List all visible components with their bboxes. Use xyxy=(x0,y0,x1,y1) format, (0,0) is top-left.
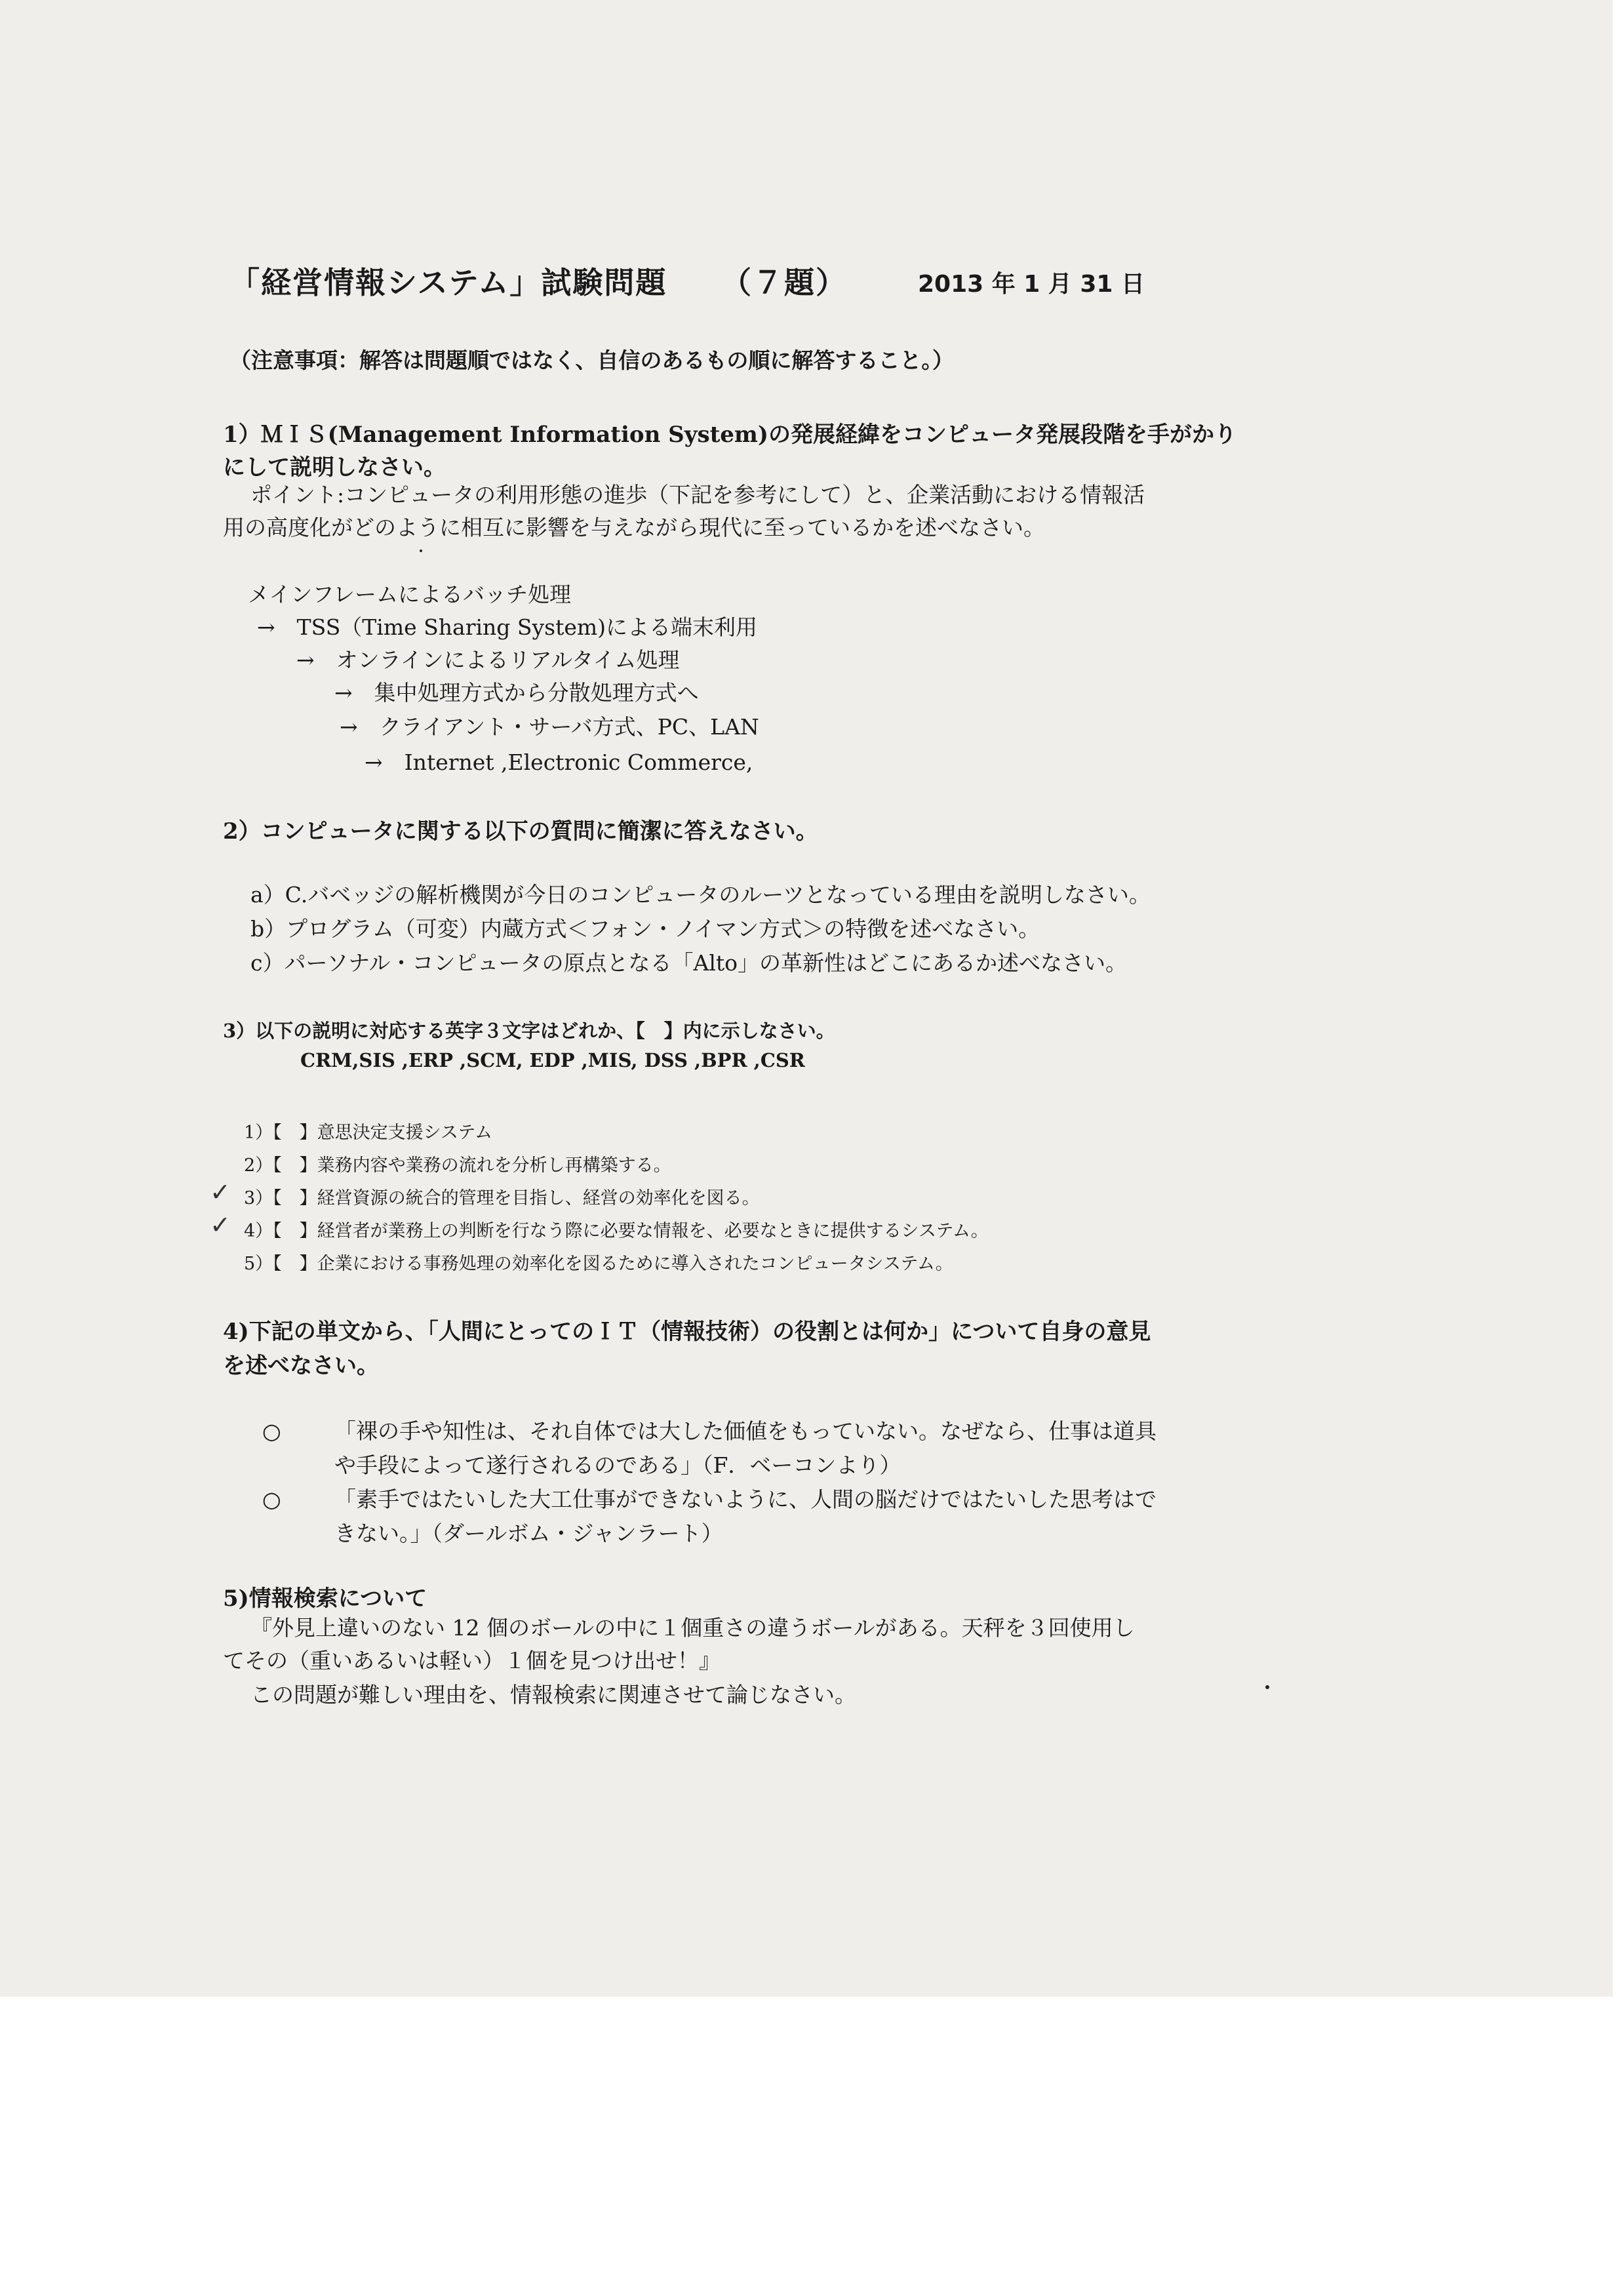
q5-line3: この問題が難しい理由を、情報検索に関連させて論じなさい。 xyxy=(250,1682,856,1707)
question-count: （７題） xyxy=(721,265,847,300)
q3-item: 1）【 】意思決定支援システム xyxy=(244,1123,492,1143)
q2-heading: 2）コンピュータに関する以下の質問に簡潔に答えなさい。 xyxy=(223,818,818,845)
q5-line2: てその（重いあるいは軽い）１個を見つけ出せ！』 xyxy=(223,1648,721,1673)
q3-item: 4）【 】経営者が業務上の判断を行なう際に必要な情報を、必要なときに提供するシステム。 xyxy=(244,1221,989,1241)
q1-flow-step: → 集中処理方式から分散処理方式へ xyxy=(334,680,699,706)
check-mark: ✓ xyxy=(210,1210,231,1239)
ink-speck xyxy=(420,549,422,552)
bullet-circle: ○ xyxy=(262,1418,281,1444)
check-mark: ✓ xyxy=(210,1178,231,1207)
q3-heading: 3）以下の説明に対応する英字３文字はどれか、【 】内に示しなさい。 xyxy=(223,1020,835,1042)
q4-heading-line2: を述べなさい。 xyxy=(223,1353,379,1379)
q2-item-a: a）C.バベッジの解析機関が今日のコンピュータのルーツとなっている理由を説明しなさい。 xyxy=(250,882,1151,908)
q5-heading: 5)情報検索について xyxy=(223,1586,427,1612)
q4-quote2-line1: 「素手ではたいした大工仕事ができないように、人間の脳だけではたいした思考はで xyxy=(334,1487,1157,1512)
q2-item-b: b）プログラム（可変）内蔵方式＜フォン・ノイマン方式＞の特徴を述べなさい。 xyxy=(250,916,1040,942)
q3-item: 2）【 】業務内容や業務の流れを分析し再構築する。 xyxy=(244,1155,671,1176)
exam-title: 「経営情報システム」試験問題 xyxy=(229,265,667,300)
q1-heading-line1: 1）ＭＩＳ(Management Information System)の発展経緯をコンピュータ発展段階を手がかり xyxy=(223,422,1237,448)
q5-line1: 『外見上違いのない 12 個のボールの中に１個重さの違うボールがある。天秤を３回使用し xyxy=(250,1615,1135,1641)
q2-item-c: c）パーソナル・コンピュータの原点となる「Alto」の革新性はどこにあるか述べなさい。 xyxy=(250,950,1128,976)
q4-quote1-line1: 「裸の手や知性は、それ自体では大した価値をもっていない。なぜなら、仕事は道具 xyxy=(334,1418,1157,1444)
q1-flow-step: → TSS（Time Sharing System)による端末利用 xyxy=(257,614,758,640)
bullet-circle: ○ xyxy=(262,1487,281,1512)
q3-item: 5）【 】企業における事務処理の効率化を図るために導入されたコンピュータシステム。 xyxy=(244,1254,953,1274)
q1-flow-step: → オンラインによるリアルタイム処理 xyxy=(296,647,680,673)
q3-item: 3）【 】経営資源の統合的管理を目指し、経営の効率化を図る。 xyxy=(244,1188,760,1208)
instructions-note: （注意事項：解答は問題順ではなく、自信のあるもの順に解答すること。） xyxy=(229,348,954,373)
ink-speck xyxy=(1265,1685,1269,1689)
q1-point-line2: 用の高度化がどのように相互に影響を与えながら現代に至っているかを述べなさい。 xyxy=(223,515,1045,540)
q4-heading-line1: 4)下記の単文から、「人間にとってのＩＴ（情報技術）の役割とは何か」について自身の意見 xyxy=(223,1319,1151,1345)
q4-quote2-line2: きない。」（ダールボム・ジャンラート） xyxy=(334,1521,723,1546)
q3-choices: CRM,SIS ,ERP ,SCM, EDP ,MIS, DSS ,BPR ,CSR xyxy=(300,1049,805,1071)
q4-quote1-line2: や手段によって遂行されるのである」（F．ベーコンより） xyxy=(334,1452,901,1478)
exam-date: 2013 年 1 月 31 日 xyxy=(918,271,1145,298)
q1-flow-step: → Internet ,Electronic Commerce, xyxy=(365,749,753,775)
q1-point-line1: ポイント:コンピュータの利用形態の進歩（下記を参考にして）と、企業活動における情報活 xyxy=(250,482,1145,508)
q1-flow-step: → クライアント・サーバ方式、PC、LAN xyxy=(340,714,759,740)
q1-heading-line2: にして説明しなさい。 xyxy=(223,454,446,481)
q1-flow-step: メインフレームによるバッチ処理 xyxy=(248,582,572,607)
